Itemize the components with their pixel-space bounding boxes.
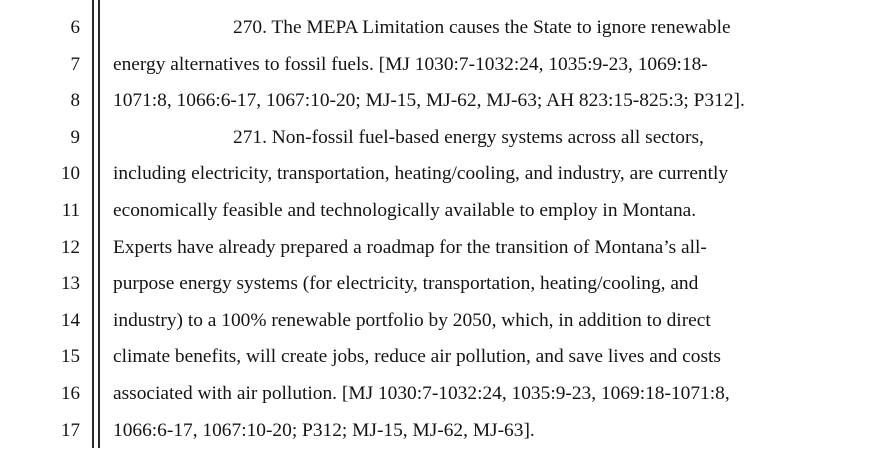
text-line: associated with air pollution. [MJ 1030:7-1032:24, 1035:9-23, 1069:18-1071:8, — [113, 382, 730, 404]
line-number: 16 — [61, 382, 80, 404]
line-number: 6 — [70, 17, 80, 38]
paragraph-270 — [113, 10, 893, 120]
line-number: 10 — [61, 163, 80, 185]
text-line: including electricity, transportation, heating/cooling, and industry, are currently — [113, 163, 729, 185]
line-number: 8 — [70, 90, 80, 112]
body-text — [113, 10, 893, 449]
text-line: purpose energy systems (for electricity, transportation, heating/cooling, and — [113, 273, 699, 295]
line-number: 17 — [61, 419, 80, 441]
text-line: 1071:8, 1066:6-17, 1067:10-20; MJ-15, MJ-62, MJ-63; AH 823:15-825:3; P312]. — [113, 90, 745, 112]
line-number: 9 — [70, 126, 80, 148]
line-number: 11 — [61, 199, 80, 221]
text-line: industry) to a 100% renewable portfolio by 2050, which, in addition to direct — [113, 309, 711, 331]
text-line: Experts have already prepared a roadmap for the transition of Montana’s all- — [113, 236, 707, 258]
line-number: 7 — [70, 53, 80, 75]
line-number: 15 — [61, 346, 80, 368]
paragraph-271 — [113, 120, 893, 449]
text-line: climate benefits, will create jobs, reduce air pollution, and save lives and costs — [113, 346, 721, 368]
line-number: 14 — [61, 309, 80, 331]
text-line: 270. The MEPA Limitation causes the State to ignore renewable — [233, 17, 731, 38]
left-margin-rule-outer — [92, 0, 94, 448]
text-line: energy alternatives to fossil fuels. [MJ 1030:7-1032:24, 1035:9-23, 1069:18- — [113, 53, 708, 75]
line-number: 12 — [61, 236, 80, 258]
text-line: 271. Non-fossil fuel-based energy systems across all sectors, — [233, 126, 704, 148]
text-line: 1066:6-17, 1067:10-20; P312; MJ-15, MJ-62, MJ-63]. — [113, 419, 535, 441]
line-number: 13 — [61, 273, 80, 295]
text-line: economically feasible and technologically available to employ in Montana. — [113, 199, 697, 221]
left-margin-rule-inner — [98, 0, 100, 448]
line-number-column — [0, 10, 80, 449]
